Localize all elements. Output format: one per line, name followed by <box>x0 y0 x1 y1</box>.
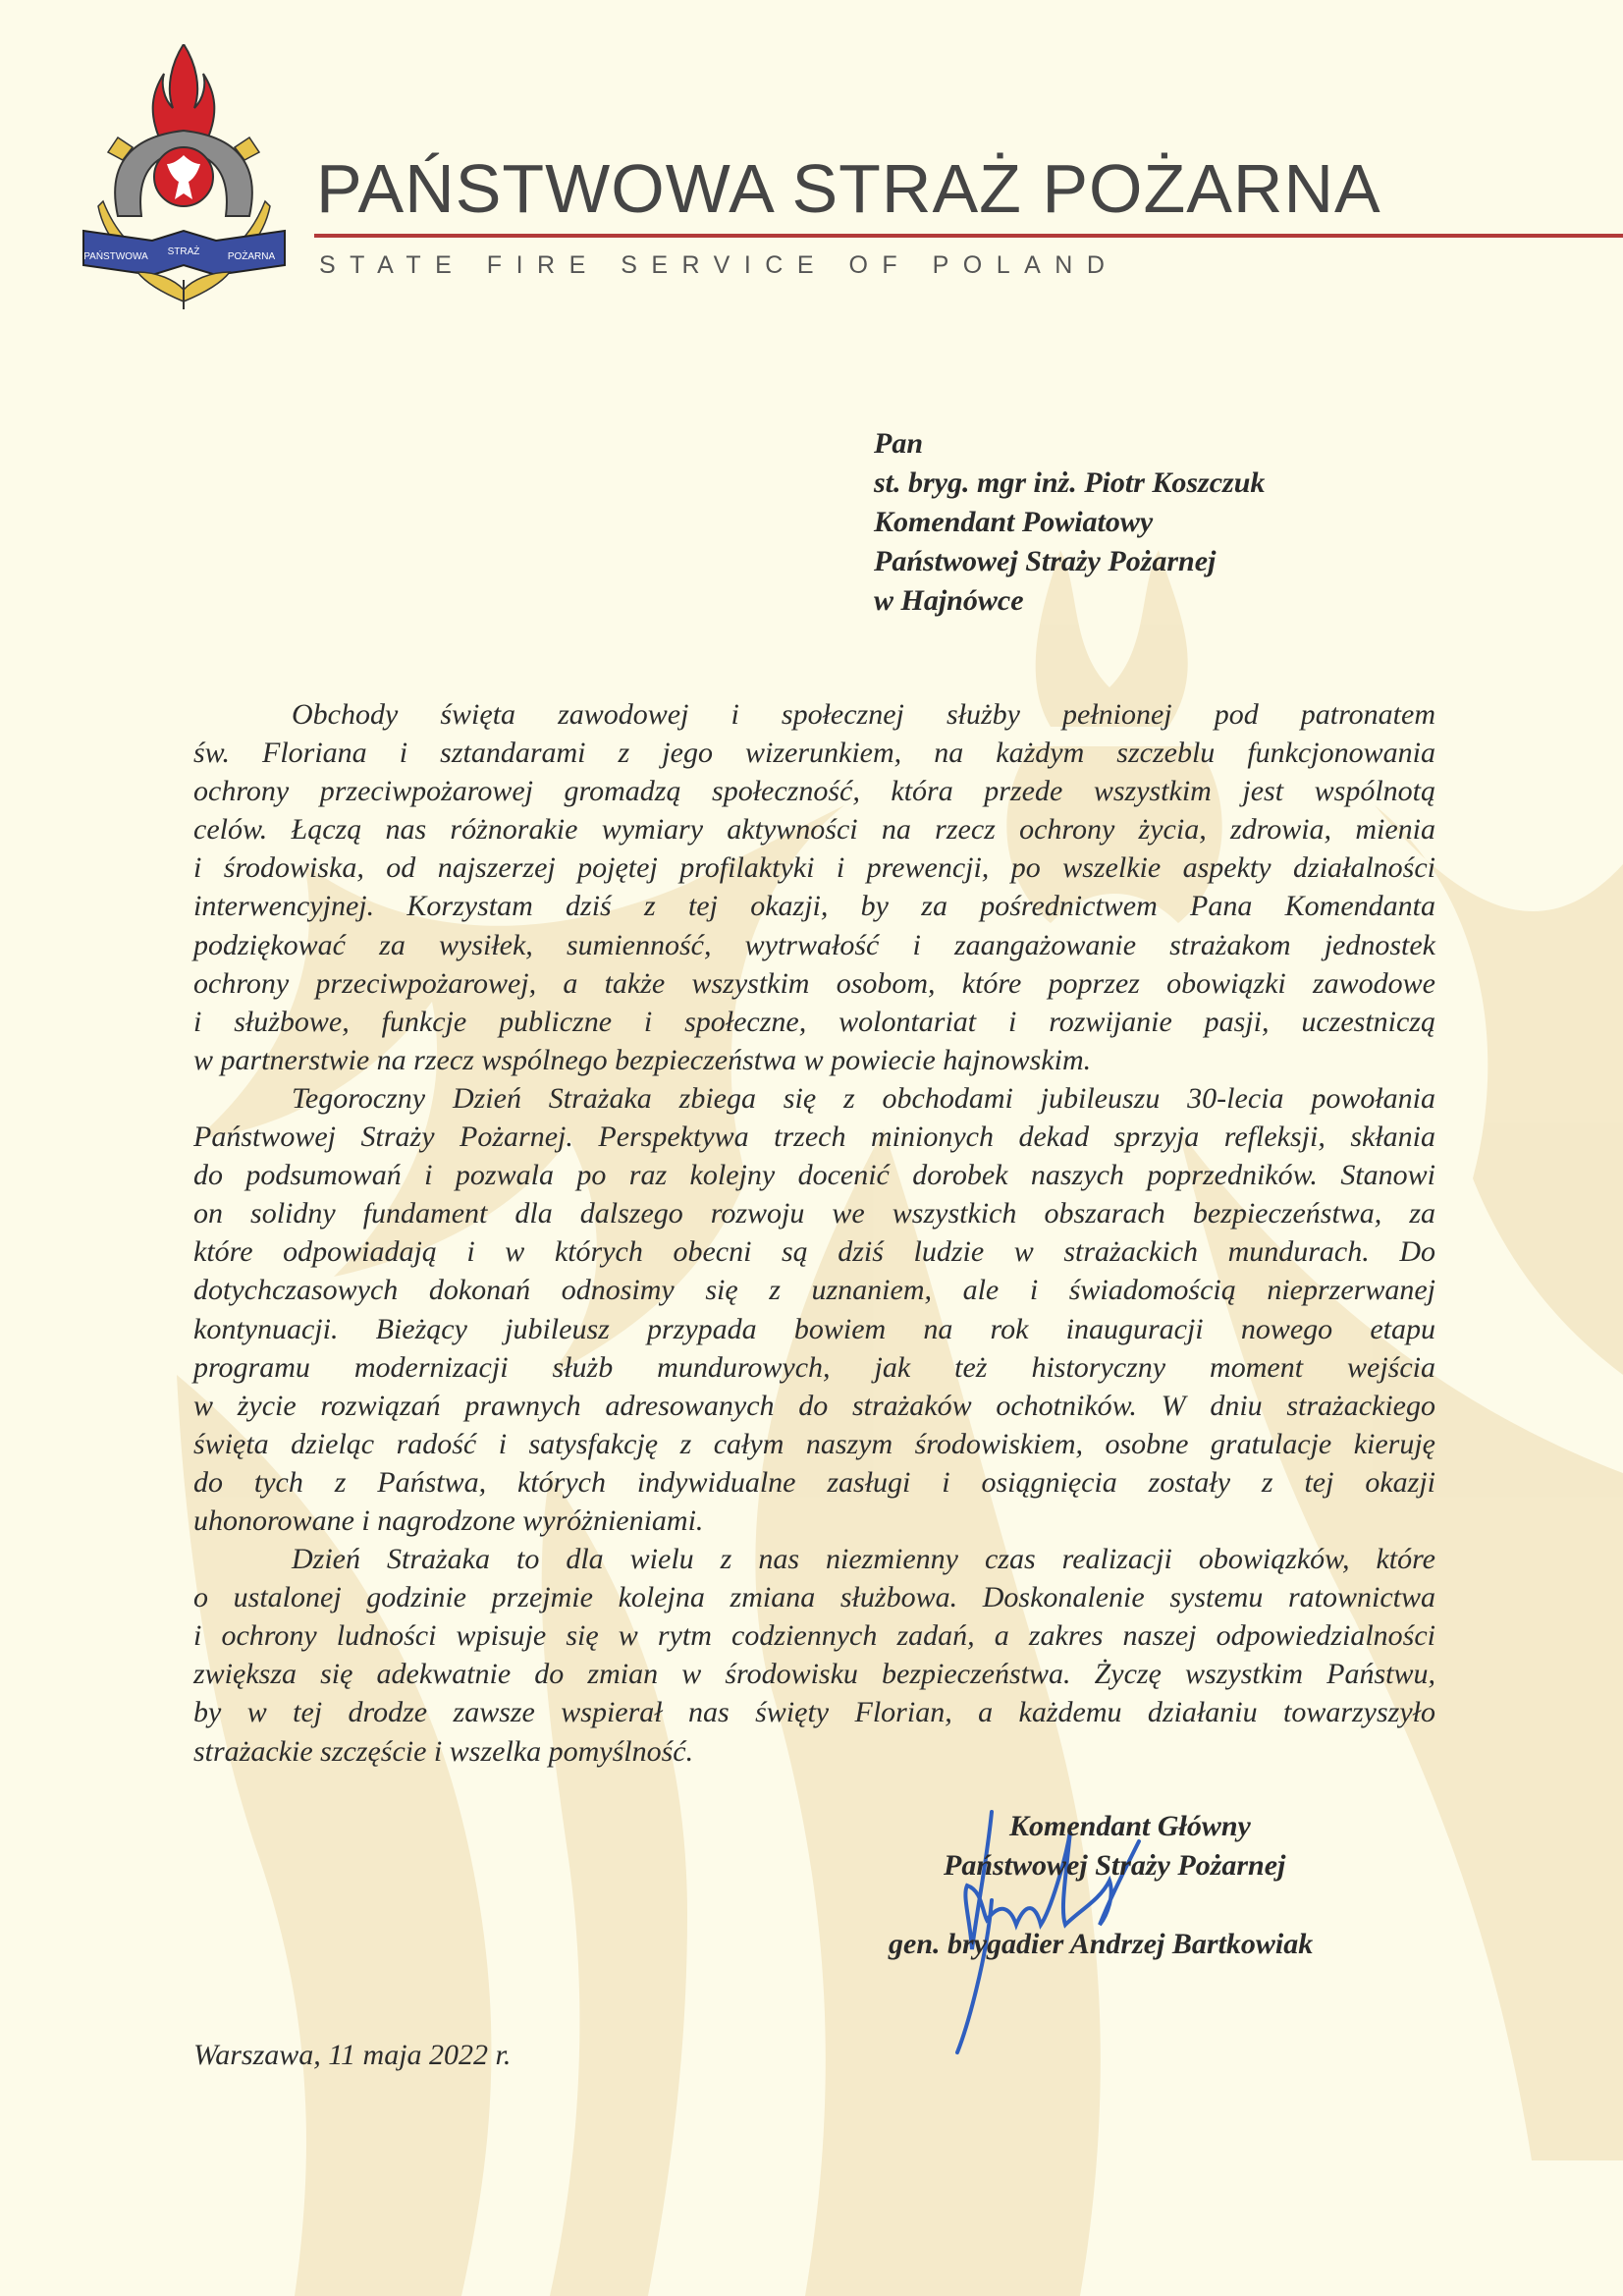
paragraph-line: św. Floriana i sztandarami z jego wizerunkiem, na każdym szczeblu funkcjonowania <box>193 737 1435 770</box>
letter-body <box>193 695 1435 1771</box>
paragraph-line: Dzień Strażaka to dla wielu z nas niezmienny czas realizacji obowiązków, które <box>292 1543 1435 1576</box>
paragraph-line: kontynuacji. Bieżący jubileusz przypada bowiem na rok inauguracji nowego etapu <box>193 1312 1435 1345</box>
paragraph-line: by w tej drodze zawsze wspierał nas święty Florian, a każdemu działaniu towarzyszyło <box>193 1696 1435 1729</box>
paragraph-line: programu modernizacji służb mundurowych, jak też historyczny moment wejścia <box>193 1350 1435 1384</box>
paragraph-line: Tegoroczny Dzień Strażaka zbiega się z obchodami jubileuszu 30-lecia powołania <box>292 1081 1435 1115</box>
paragraph-line: Obchody święta zawodowej i społecznej służby pełnionej pod patronatem <box>292 698 1435 731</box>
paragraph-line: interwencyjnej. Korzystam dziś z tej okazji, by za pośrednictwem Pana Komendanta <box>193 890 1435 923</box>
organization-subtitle: STATE FIRE SERVICE OF POLAND <box>319 251 1119 279</box>
address-line: Państwowej Straży Pożarnej <box>874 545 1217 577</box>
paragraph-line: celów. Łączą nas różnorakie wymiary aktywności na rzecz ochrony życia, zdrowia, mienia <box>193 813 1435 847</box>
paragraph-line: i ochrony ludności wpisuje się w rytm codziennych zadań, a zakres naszej odpowiedzialności <box>193 1619 1435 1653</box>
paragraph-line: święta dzieląc radość i satysfakcję z całym naszym środowiskiem, osobne gratulacje kieruję <box>193 1427 1435 1460</box>
paragraph-line: Państwowej Straży Pożarnej. Perspektywa trzech minionych dekad sprzyja refleksji, skłania <box>193 1121 1435 1154</box>
signatory-organization: Państwowej Straży Pożarnej <box>944 1849 1286 1882</box>
address-line: Pan <box>874 427 924 460</box>
address-line: w Hajnówce <box>874 584 1024 617</box>
paragraph-line: w partnerstwie na rzecz wspólnego bezpieczeństwa w powiecie hajnowskim. <box>193 1043 1092 1076</box>
paragraph-line: do tych z Państwa, których indywidualne zasługi i osiągnięcia zostały z tej okazji <box>193 1465 1435 1499</box>
paragraph-line: on solidny fundament dla dalszego rozwoju we wszystkich obszarach bezpieczeństwa, za <box>193 1197 1435 1230</box>
paragraph-line: podziękować za wysiłek, sumienność, wytrwałość i zaangażowanie strażakom jednostek <box>193 928 1435 961</box>
paragraph-line: uhonorowane i nagrodzone wyróżnieniami. <box>193 1503 704 1537</box>
paragraph-line: strażackie szczęście i wszelka pomyślność. <box>193 1734 694 1768</box>
place-and-date: Warszawa, 11 maja 2022 r. <box>193 2039 512 2071</box>
paragraph-line: i środowiska, od najszerzej pojętej profilaktyki i prewencji, po wszelkie aspekty działalności <box>193 851 1435 885</box>
state-fire-service-logo <box>79 44 290 309</box>
paragraph <box>193 695 1435 1079</box>
paragraph-line: ochrony przeciwpożarowej, a także wszystkim osobom, które poprzez obowiązki zawodowe <box>193 966 1435 1000</box>
flame-icon <box>153 44 215 137</box>
recipient-address <box>874 424 1265 621</box>
paragraph <box>193 1079 1435 1540</box>
paragraph-line: o ustalonej godzinie przejmie kolejna zmiana służbowa. Doskonalenie systemu ratownictwa <box>193 1581 1435 1614</box>
paragraph-line: dotychczasowych dokonań odnosimy się z uznaniem, ale i świadomością nieprzerwanej <box>193 1274 1435 1307</box>
svg-text:STRAŻ: STRAŻ <box>167 246 200 257</box>
paragraph-line: i służbowe, funkcje publiczne i społeczne, wolontariat i rozwijanie pasji, uczestniczą <box>193 1005 1435 1038</box>
header-divider <box>314 234 1623 238</box>
paragraph-line: do podsumowań i pozwala po raz kolejny docenić dorobek naszych poprzedników. Stanowi <box>193 1159 1435 1192</box>
organization-title: PAŃSTWOWA STRAŻ POŻARNA <box>316 150 1381 227</box>
svg-text:PAŃSTWOWA: PAŃSTWOWA <box>83 251 148 262</box>
paragraph-line: w życie rozwiązań prawnych adresowanych do strażaków ochotników. W dniu strażackiego <box>193 1389 1435 1422</box>
signatory-title: Komendant Główny <box>1009 1810 1251 1842</box>
signatory-name: gen. brygadier Andrzej Bartkowiak <box>889 1928 1314 1960</box>
paragraph <box>193 1540 1435 1771</box>
paragraph-line: które odpowiadają i w których obecni są dziś ludzie w strażackich mundurach. Do <box>193 1235 1435 1269</box>
paragraph-line: zwiększa się adekwatnie do zmian w środowisku bezpieczeństwa. Życzę wszystkim Państwu, <box>193 1658 1435 1691</box>
svg-text:POŻARNA: POŻARNA <box>227 251 276 262</box>
address-line: Komendant Powiatowy <box>874 506 1154 538</box>
paragraph-line: ochrony przeciwpożarowej gromadzą społeczność, która przede wszystkim jest wspólnotą <box>193 775 1435 808</box>
address-line: st. bryg. mgr inż. Piotr Koszczuk <box>874 466 1266 499</box>
